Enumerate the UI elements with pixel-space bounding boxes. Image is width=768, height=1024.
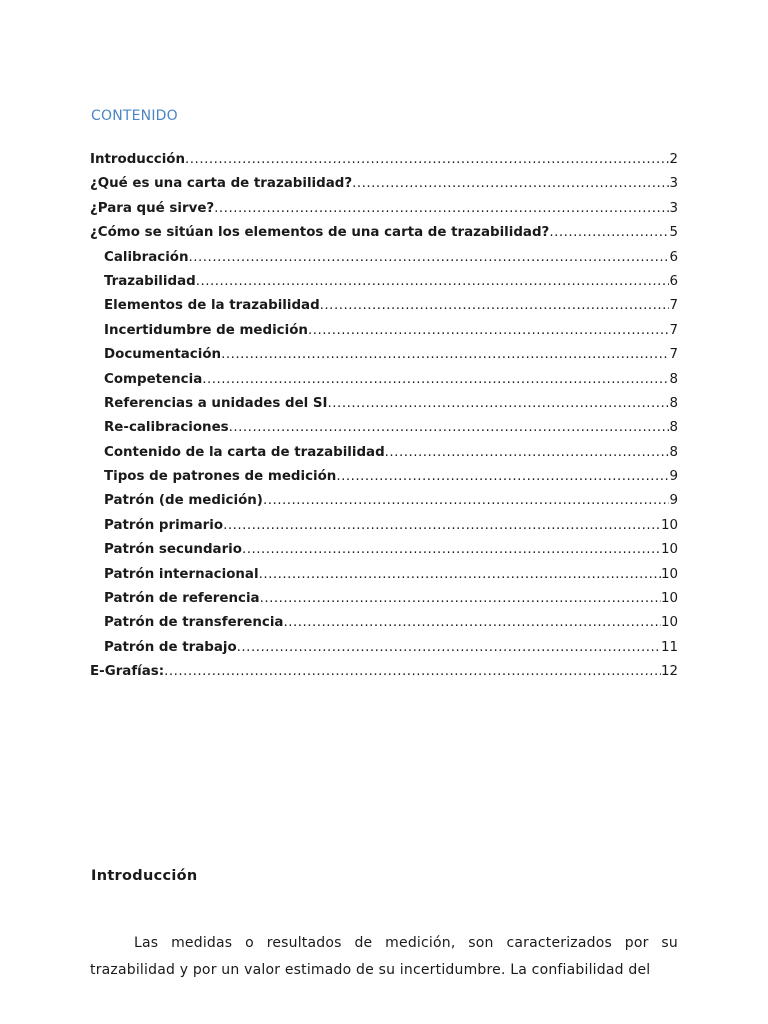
toc-entry[interactable] bbox=[90, 372, 678, 396]
toc-entry-page-number: 8 bbox=[669, 395, 678, 411]
toc-heading: CONTENIDO bbox=[91, 108, 178, 124]
toc-dot-leader bbox=[214, 201, 669, 216]
toc-entry-page-number: 10 bbox=[660, 542, 678, 558]
toc-entry-title[interactable]: Referencias a unidades del SI bbox=[104, 395, 328, 411]
toc-entry-title[interactable]: Patrón de referencia bbox=[104, 591, 260, 607]
toc-entry-title[interactable]: Incertidumbre de medición bbox=[104, 322, 308, 338]
toc-entry-title[interactable]: Patrón (de medición) bbox=[104, 493, 263, 509]
table-of-contents bbox=[90, 152, 678, 689]
toc-entry-title[interactable]: E-Grafías: bbox=[90, 664, 165, 680]
toc-entry-title[interactable]: Contenido de la carta de trazabilidad bbox=[104, 444, 385, 460]
toc-dot-leader bbox=[263, 493, 670, 508]
toc-dot-leader bbox=[189, 250, 670, 265]
toc-dot-leader bbox=[320, 298, 670, 313]
toc-entry[interactable] bbox=[90, 591, 678, 615]
body-paragraph: Las medidas o resultados de medición, son caracterizados por su trazabilidad y por un valor estimado de su incertidumbre. La confiabilidad del bbox=[90, 935, 678, 978]
toc-entry-title[interactable]: ¿Qué es una carta de trazabilidad? bbox=[90, 176, 353, 192]
toc-entry-page-number: 12 bbox=[660, 664, 678, 680]
toc-dot-leader bbox=[283, 615, 661, 630]
toc-entry-title[interactable]: Patrón internacional bbox=[104, 566, 259, 582]
toc-entry-page-number: 10 bbox=[660, 566, 678, 582]
toc-entry-title[interactable]: Re-calibraciones bbox=[104, 420, 229, 436]
toc-entry-page-number: 3 bbox=[669, 200, 678, 216]
toc-entry-title[interactable]: Tipos de patrones de medición bbox=[104, 469, 337, 485]
toc-entry-page-number: 10 bbox=[660, 517, 678, 533]
toc-entry-title[interactable]: Patrón de transferencia bbox=[104, 615, 284, 631]
toc-entry[interactable] bbox=[90, 323, 678, 347]
toc-entry-page-number: 11 bbox=[660, 639, 678, 655]
toc-entry-page-number: 7 bbox=[669, 347, 678, 363]
toc-dot-leader bbox=[164, 664, 661, 679]
toc-entry[interactable] bbox=[90, 201, 678, 225]
toc-entry-page-number: 8 bbox=[669, 371, 678, 387]
toc-entry-page-number: 8 bbox=[669, 444, 678, 460]
toc-dot-leader bbox=[260, 591, 661, 606]
toc-entry-page-number: 6 bbox=[669, 273, 678, 289]
toc-dot-leader bbox=[229, 420, 670, 435]
toc-entry-page-number: 8 bbox=[669, 420, 678, 436]
section-heading: Introducción bbox=[91, 868, 198, 884]
toc-entry-page-number: 7 bbox=[669, 298, 678, 314]
toc-dot-leader bbox=[336, 469, 669, 484]
toc-entry[interactable] bbox=[90, 542, 678, 566]
toc-entry[interactable] bbox=[90, 225, 678, 249]
toc-entry-title[interactable]: Patrón secundario bbox=[104, 542, 242, 558]
toc-dot-leader bbox=[242, 542, 661, 557]
toc-entry-title[interactable]: ¿Cómo se sitúan los elementos de una carta de trazabilidad? bbox=[90, 225, 550, 241]
toc-dot-leader bbox=[385, 445, 670, 460]
toc-entry-page-number: 5 bbox=[669, 225, 678, 241]
toc-dot-leader bbox=[185, 152, 669, 167]
toc-entry-title[interactable]: Documentación bbox=[104, 347, 222, 363]
toc-dot-leader bbox=[259, 567, 661, 582]
toc-entry-title[interactable]: ¿Para qué sirve? bbox=[90, 200, 215, 216]
toc-entry-title[interactable]: Patrón de trabajo bbox=[104, 639, 237, 655]
toc-dot-leader bbox=[221, 347, 669, 362]
toc-entry-title[interactable]: Trazabilidad bbox=[104, 273, 196, 289]
toc-entry[interactable] bbox=[90, 250, 678, 274]
toc-dot-leader bbox=[308, 323, 670, 338]
toc-dot-leader bbox=[223, 518, 661, 533]
toc-dot-leader bbox=[328, 396, 670, 411]
toc-dot-leader bbox=[202, 372, 669, 387]
toc-entry[interactable] bbox=[90, 567, 678, 591]
toc-entry[interactable] bbox=[90, 518, 678, 542]
toc-entry[interactable] bbox=[90, 152, 678, 176]
toc-entry-title[interactable]: Elementos de la trazabilidad bbox=[104, 298, 320, 314]
toc-entry-title[interactable]: Introducción bbox=[90, 152, 186, 167]
toc-dot-leader bbox=[196, 274, 670, 289]
toc-entry-page-number: 3 bbox=[669, 176, 678, 192]
toc-entry-page-number: 10 bbox=[660, 591, 678, 607]
toc-entry-page-number: 9 bbox=[669, 493, 678, 509]
toc-entry[interactable] bbox=[90, 347, 678, 371]
toc-entry-title[interactable]: Competencia bbox=[104, 371, 203, 387]
toc-entry[interactable] bbox=[90, 396, 678, 420]
toc-dot-leader bbox=[549, 225, 669, 240]
toc-entry-page-number: 9 bbox=[669, 469, 678, 485]
toc-entry[interactable] bbox=[90, 493, 678, 517]
toc-entry[interactable] bbox=[90, 640, 678, 664]
toc-entry-page-number: 6 bbox=[669, 249, 678, 265]
toc-entry-page-number: 10 bbox=[660, 615, 678, 631]
toc-entry[interactable] bbox=[90, 298, 678, 322]
toc-entry-page-number: 7 bbox=[669, 322, 678, 338]
toc-dot-leader bbox=[352, 176, 669, 191]
toc-entry[interactable] bbox=[90, 420, 678, 444]
toc-entry[interactable] bbox=[90, 615, 678, 639]
toc-dot-leader bbox=[237, 640, 661, 655]
toc-entry[interactable] bbox=[90, 445, 678, 469]
toc-entry-title[interactable]: Patrón primario bbox=[104, 517, 224, 533]
toc-entry-page-number: 2 bbox=[669, 152, 678, 167]
toc-entry[interactable] bbox=[90, 469, 678, 493]
toc-entry[interactable] bbox=[90, 664, 678, 688]
toc-entry[interactable] bbox=[90, 274, 678, 298]
toc-entry[interactable] bbox=[90, 176, 678, 200]
toc-entry-title[interactable]: Calibración bbox=[104, 249, 189, 265]
